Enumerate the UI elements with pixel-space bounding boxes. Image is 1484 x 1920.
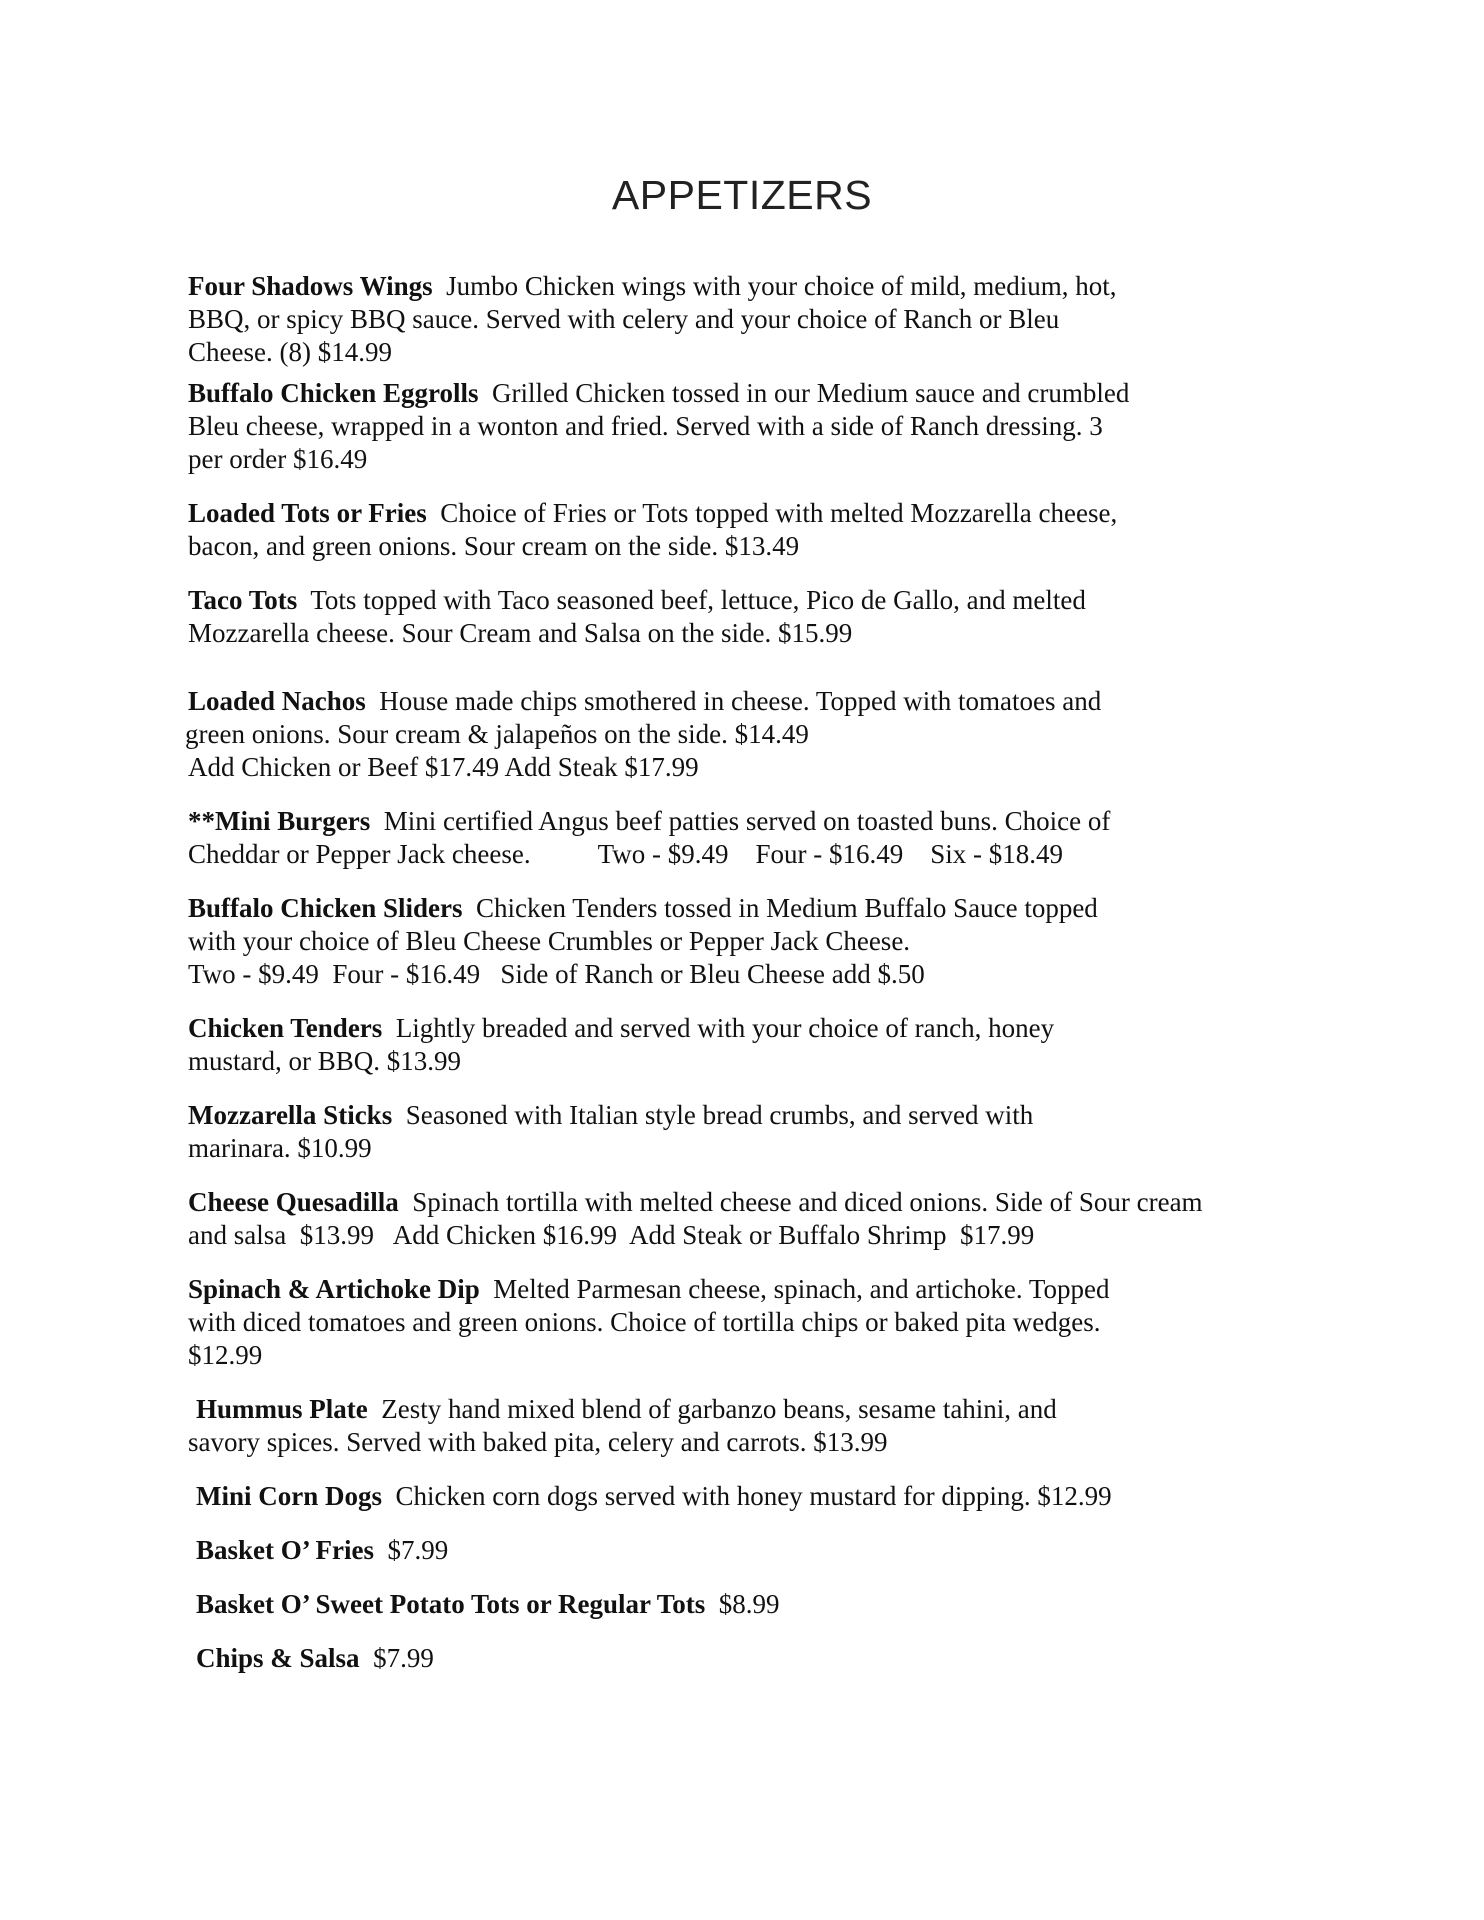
menu-item-basket-o-sweet-potato-tots bbox=[188, 1588, 1338, 1621]
menu-item-desc-line: Mozzarella cheese. Sour Cream and Salsa on the side. $15.99 bbox=[188, 618, 853, 648]
menu-item-name: Taco Tots bbox=[188, 585, 298, 615]
menu-item-name: Buffalo Chicken Eggrolls bbox=[188, 378, 479, 408]
menu-item-name: Mini Corn Dogs bbox=[196, 1481, 383, 1511]
menu-item-desc-line: mustard, or BBQ. $13.99 bbox=[188, 1046, 461, 1076]
menu-item-desc-line: Mini certified Angus beef patties served on toasted buns. Choice of bbox=[383, 806, 1111, 836]
menu-item-desc-line: and salsa $13.99 Add Chicken $16.99 Add Steak or Buffalo Shrimp $17.99 bbox=[188, 1220, 1035, 1250]
menu-item-desc-line: with diced tomatoes and green onions. Choice of tortilla chips or baked pita wedges. bbox=[188, 1307, 1101, 1337]
menu-item-desc-line: Chicken Tenders tossed in Medium Buffalo Sauce topped bbox=[476, 893, 1098, 923]
menu-item-desc-line: Grilled Chicken tossed in our Medium sauce and crumbled bbox=[492, 378, 1130, 408]
menu-item-desc-line: Jumbo Chicken wings with your choice of mild, medium, hot, bbox=[446, 271, 1117, 301]
menu-item-basket-o-fries bbox=[188, 1534, 1338, 1567]
menu-item-spinach-artichoke-dip bbox=[188, 1273, 1338, 1372]
menu-item-name: **Mini Burgers bbox=[188, 806, 371, 836]
menu-item-desc-line: Lightly breaded and served with your choice of ranch, honey bbox=[395, 1013, 1055, 1043]
menu-item-four-shadows-wings bbox=[188, 270, 1338, 369]
menu-item-desc-line: Chicken corn dogs served with honey mustard for dipping. $12.99 bbox=[395, 1481, 1112, 1511]
menu-item-name: Four Shadows Wings bbox=[188, 271, 433, 301]
menu-item-desc-line: savory spices. Served with baked pita, celery and carrots. $13.99 bbox=[188, 1427, 888, 1457]
menu-item-desc-line: $7.99 bbox=[373, 1643, 434, 1673]
menu-item-desc-line: Cheddar or Pepper Jack cheese. Two - $9.49 Four - $16.49 Six - $18.49 bbox=[188, 839, 1063, 869]
menu-item-desc-line: green onions. Sour cream & jalapeños on the side. $14.49 bbox=[185, 719, 809, 749]
menu-item-chicken-tenders bbox=[188, 1012, 1338, 1078]
menu-item-desc-line: with your choice of Bleu Cheese Crumbles or Pepper Jack Cheese. bbox=[188, 926, 911, 956]
menu-item-desc-line: BBQ, or spicy BBQ sauce. Served with celery and your choice of Ranch or Bleu bbox=[188, 304, 1060, 334]
menu-item-desc-line: Tots topped with Taco seasoned beef, lettuce, Pico de Gallo, and melted bbox=[310, 585, 1086, 615]
menu-item-desc-line: $7.99 bbox=[387, 1535, 449, 1565]
menu-item-name: Hummus Plate bbox=[196, 1394, 368, 1424]
menu-item-hummus-plate bbox=[188, 1393, 1338, 1459]
menu-item-name: Basket O’ Fries bbox=[196, 1535, 374, 1565]
menu-item-buffalo-chicken-eggrolls bbox=[188, 377, 1338, 476]
menu-item-mozzarella-sticks bbox=[188, 1099, 1338, 1165]
menu-item-desc-line: bacon, and green onions. Sour cream on the side. $13.49 bbox=[188, 531, 800, 561]
menu-item-name: Chips & Salsa bbox=[196, 1643, 360, 1673]
menu-item-desc-line: $8.99 bbox=[718, 1589, 780, 1619]
menu-item-chips-and-salsa bbox=[188, 1642, 1338, 1675]
menu-item-desc-line: Spinach tortilla with melted cheese and diced onions. Side of Sour cream bbox=[412, 1187, 1203, 1217]
menu-item-name: Mozzarella Sticks bbox=[188, 1100, 393, 1130]
menu-item-desc-line: $12.99 bbox=[188, 1340, 263, 1370]
menu-item-desc-line: Two - $9.49 Four - $16.49 Side of Ranch or Bleu Cheese add $.50 bbox=[188, 959, 925, 989]
menu-item-cheese-quesadilla bbox=[188, 1186, 1338, 1252]
menu-item-desc-line: Choice of Fries or Tots topped with melted Mozzarella cheese, bbox=[440, 498, 1118, 528]
menu-item-name: Buffalo Chicken Sliders bbox=[188, 893, 463, 923]
menu-item-desc-line: Zesty hand mixed blend of garbanzo beans, sesame tahini, and bbox=[381, 1394, 1057, 1424]
menu-item-desc-line: per order $16.49 bbox=[188, 444, 368, 474]
menu-item-name: Loaded Tots or Fries bbox=[188, 498, 427, 528]
menu-item-desc-line: Add Chicken or Beef $17.49 Add Steak $17.99 bbox=[188, 752, 699, 782]
menu-item-desc-line: Melted Parmesan cheese, spinach, and artichoke. Topped bbox=[493, 1274, 1110, 1304]
menu-item-name: Basket O’ Sweet Potato Tots or Regular Tots bbox=[196, 1589, 706, 1619]
menu-item-buffalo-chicken-sliders bbox=[188, 892, 1338, 991]
menu-item-name: Spinach & Artichoke Dip bbox=[188, 1274, 480, 1304]
menu-items bbox=[185, 270, 1338, 1675]
menu-item-desc-line: Bleu cheese, wrapped in a wonton and fried. Served with a side of Ranch dressing. 3 bbox=[188, 411, 1103, 441]
page-title: APPETIZERS bbox=[611, 172, 873, 218]
menu-item-name: Loaded Nachos bbox=[188, 686, 366, 716]
menu-item-desc-line: marinara. $10.99 bbox=[188, 1133, 372, 1163]
menu-item-mini-corn-dogs bbox=[188, 1480, 1338, 1513]
menu-item-loaded-tots-or-fries bbox=[188, 497, 1338, 563]
menu-item-name: Cheese Quesadilla bbox=[188, 1187, 399, 1217]
menu-item-mini-burgers bbox=[188, 805, 1338, 871]
menu-item-desc-line: Seasoned with Italian style bread crumbs, and served with bbox=[405, 1100, 1034, 1130]
menu-item-name: Chicken Tenders bbox=[188, 1013, 383, 1043]
menu-item-loaded-nachos bbox=[185, 685, 1338, 784]
menu-item-taco-tots bbox=[188, 584, 1338, 650]
menu-item-desc-line: Cheese. (8) $14.99 bbox=[188, 337, 392, 367]
menu-item-desc-line: House made chips smothered in cheese. Topped with tomatoes and bbox=[379, 686, 1102, 716]
